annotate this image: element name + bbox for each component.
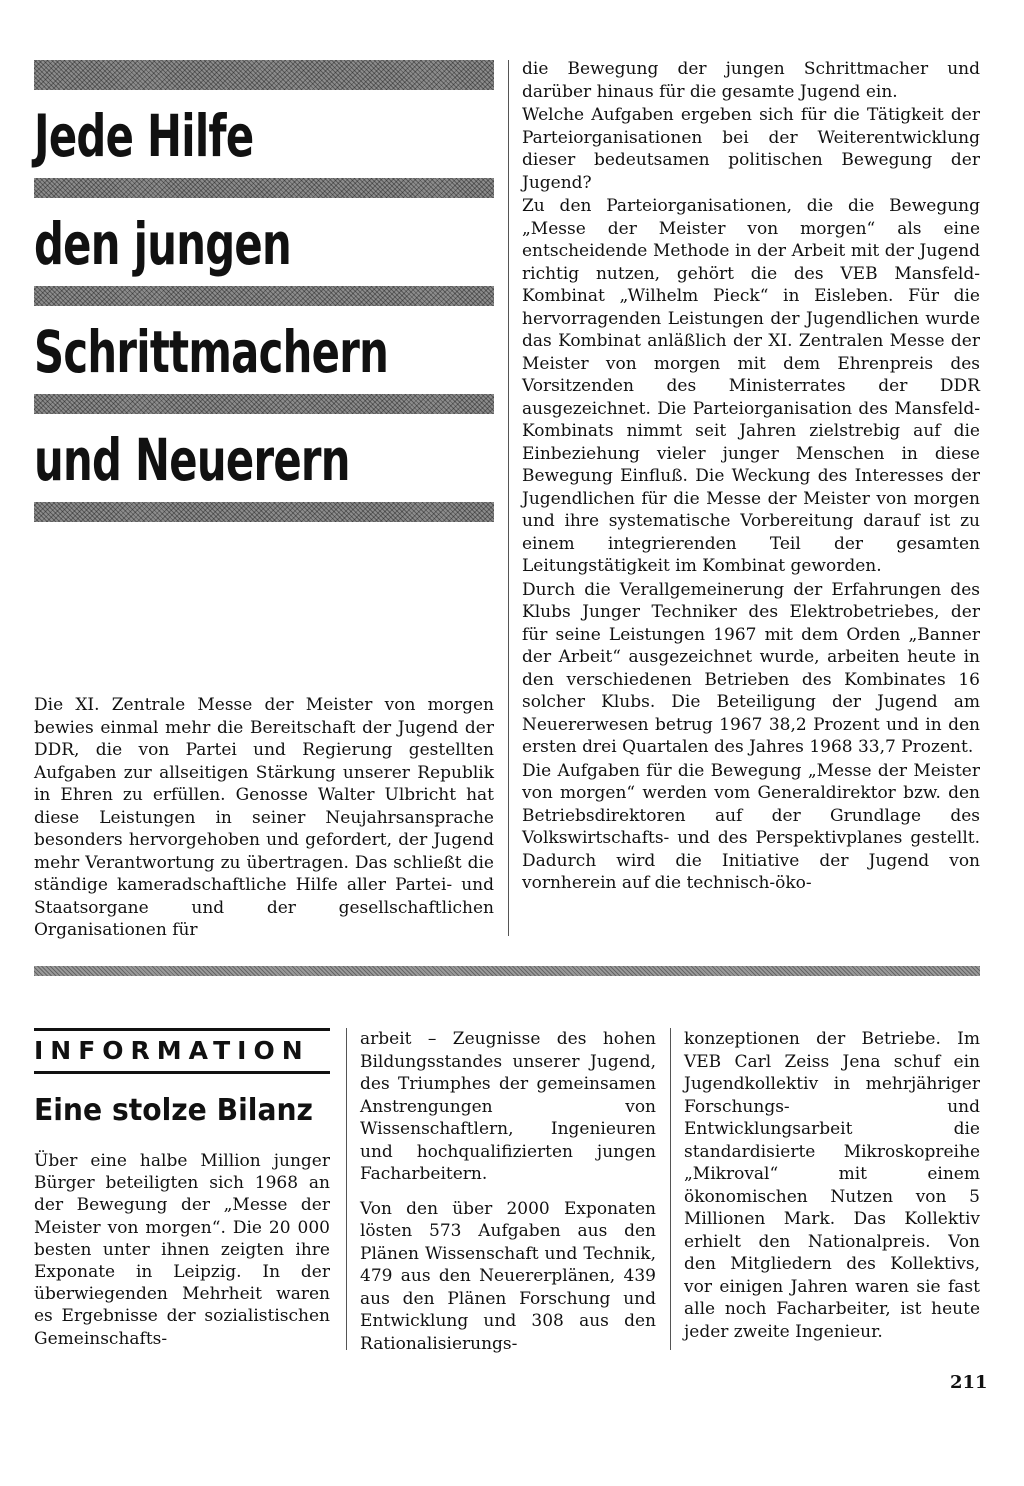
headline-stripe <box>34 502 494 522</box>
paragraph: Durch die Verallgemeinerung der Erfahrungen des Klubs Junger Techniker des Elektrobetriebes, der für seine Leistungen 1967 mit dem Orden „Banner der Arbeit“ ausgezeichnet wurde, arbeiten heute in den verschiedenen Betrieben des Kombinates 16 solcher Klubs. Die Beteiligung der Jugend am Neuererwesen betrug 1967 38,2 Prozent und in den ersten drei Quartalen des Jahres 1968 33,7 Prozent. <box>522 579 980 757</box>
headline-line-2: den jungen <box>34 210 292 278</box>
information-box <box>34 1028 330 1350</box>
paragraph: arbeit – Zeugnisse des hohen Bildungsstandes unserer Jugend, des Triumphes der gemeinsamen Anstrengungen von Wissenschaftlern, Ingenieuren und hochqualifizierten jungen Facharbeitern. <box>360 1029 656 1184</box>
headline-line-1: Jede Hilfe <box>34 102 254 170</box>
column-divider <box>670 1028 671 1350</box>
bottom-column-2 <box>360 1028 656 1367</box>
headline-line-3: Schrittmachern <box>34 318 389 386</box>
information-text: Über eine halbe Million junger Bürger beteiligten sich 1968 an der Bewegung der „Messe der Meister von morgen“. Die 20 000 besten unter ihnen zeigten ihre Exponate in Leipzig. In der überwiegenden Mehrheit waren es Ergebnisse der sozialistischen Gemeinschafts- <box>34 1151 330 1349</box>
headline-block <box>34 60 494 522</box>
information-title: Eine stolze Bilanz <box>34 1093 313 1128</box>
headline-stripe <box>34 394 494 414</box>
headline-stripe <box>34 286 494 306</box>
paragraph: die Bewegung der jungen Schrittmacher und darüber hinaus für die gesamte Jugend ein. <box>522 59 980 102</box>
information-label: INFORMATION <box>34 1036 310 1065</box>
headline-stripe <box>34 60 494 90</box>
section-divider <box>34 966 980 976</box>
headline-line-4: und Neuerern <box>34 426 350 494</box>
paragraph: Welche Aufgaben ergeben sich für die Tätigkeit der Parteiorganisationen bei der Weiterentwicklung dieser bedeutsamen politischen Bewegung der Jugend? <box>522 105 980 193</box>
headline-stripe <box>34 178 494 198</box>
paragraph: Von den über 2000 Exponaten lösten 573 Aufgaben aus den Plänen Wissenschaft und Technik, 479 aus den Neuererplänen, 439 aus den Plänen Forschung und Entwicklung und 308 aus den Rationalisierungs- <box>360 1198 656 1354</box>
column-divider <box>346 1028 347 1350</box>
right-column <box>522 58 980 896</box>
paragraph: Die XI. Zentrale Messe der Meister von morgen bewies einmal mehr die Bereitschaft der Jugend der DDR, die von Partei und Regierung gestellten Aufgaben zur allseitigen Stärkung unserer Republik in Ehren zu erfüllen. Genosse Walter Ulbricht hat diese Leistungen in seiner Neujahrsansprache besonders hervorgehoben und gefordert, der Jugend mehr Verantwortung zu übertragen. Das schließt die ständige kameradschaftliche Hilfe aller Partei- und Staatsorgane und der gesellschaftlichen Organisationen für <box>34 695 494 940</box>
bottom-column-3 <box>684 1028 980 1355</box>
paragraph: Die Aufgaben für die Bewegung „Messe der Meister von morgen“ werden vom Generaldirektor bzw. den Betriebsdirektoren auf der Grundlage des Volkswirtschafts- und des Perspektivplanes gestellt. Dadurch wird die Initiative der Jugend von vornherein auf die technisch-öko- <box>522 760 980 893</box>
column-divider <box>508 60 509 936</box>
page-number: 211 <box>950 1372 988 1393</box>
left-column <box>34 694 494 943</box>
info-rule-bottom <box>34 1071 330 1074</box>
paragraph: konzeptionen der Betriebe. Im VEB Carl Zeiss Jena schuf ein Jugendkollektiv in mehrjähriger Forschungs- und Entwicklungsarbeit die standardisierte Mikroskopreihe „Mikroval“ mit einem ökonomischen Nutzen von 5 Millionen Mark. Das Kollektiv erhielt den Nationalpreis. Von den Mitgliedern des Kollektivs, vor einigen Jahren waren sie fast alle noch Facharbeiter, ist heute jeder zweite Ingenieur. <box>684 1029 980 1342</box>
paragraph: Zu den Parteiorganisationen, die die Bewegung „Messe der Meister von morgen“ als eine entscheidende Methode in der Arbeit mit der Jugend richtig nutzen, gehört die des VEB Mansfeld-Kombinat „Wilhelm Pieck“ in Eisleben. Für die hervorragenden Leistungen der Jugendlichen wurde das Kombinat anläßlich der XI. Zentralen Messe der Meister von morgen mit dem Ehrenpreis des Vorsitzenden des Ministerrates der DDR ausgezeichnet. Die Parteiorganisation des Mansfeld-Kombinats nimmt seit Jahren zielstrebig auf die Einbeziehung vieler junger Menschen in diese Bewegung Einfluß. Die Weckung des Interesses der Jugendlichen für die Messe der Meister von morgen und ihre systematische Vorbereitung darauf ist zu einem integrierenden Teil der gesamten Leitungstätigkeit im Kombinat geworden. <box>522 196 980 576</box>
